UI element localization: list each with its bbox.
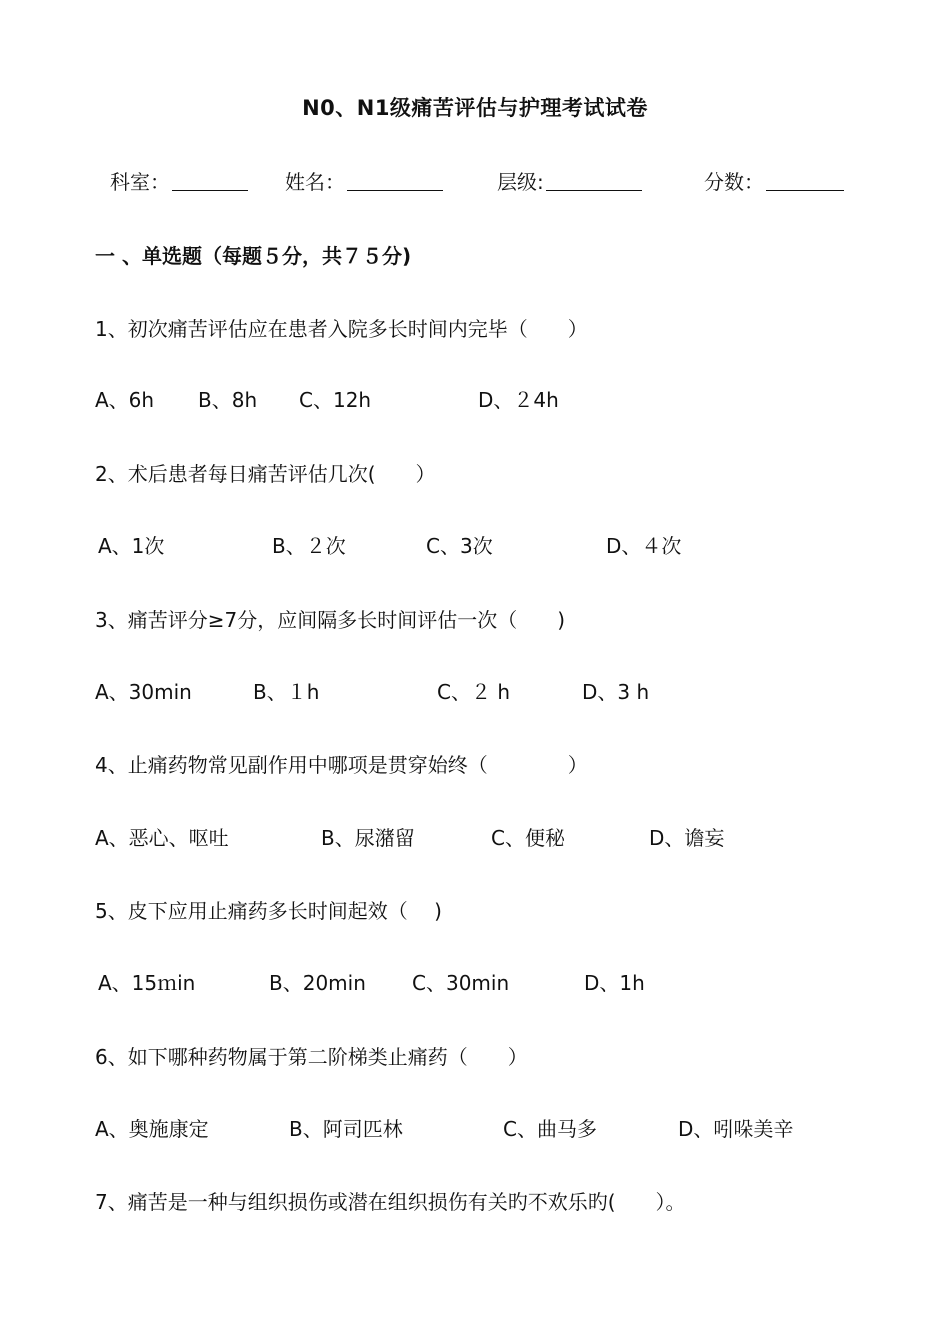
page-title: N0、N1级痛苦评估与护理考试试卷 <box>302 96 648 120</box>
q3-option-c: C、２ h <box>437 680 510 704</box>
question-6: 6、如下哪种药物属于第二阶梯类止痛药（ ） <box>95 1045 528 1069</box>
question-5: 5、皮下应用止痛药多长时间起效（ ) <box>95 899 442 923</box>
department-blank[interactable] <box>172 170 248 191</box>
name-label: 姓名： <box>285 170 345 194</box>
section-heading: 一 、单选题（每题５分，共７５分) <box>95 244 412 268</box>
q2-option-c: C、3次 <box>426 534 493 558</box>
q3-option-a: A、30min <box>95 680 192 704</box>
q6-option-a: A、奥施康定 <box>95 1117 209 1141</box>
score-label: 分数： <box>704 170 764 194</box>
q2-option-d: D、４次 <box>606 534 682 558</box>
q3-option-d: D、3 h <box>582 680 650 704</box>
level-label: 层级: <box>497 170 544 194</box>
question-1: 1、初次痛苦评估应在患者入院多长时间内完毕（ ） <box>95 317 588 341</box>
q5-option-b: B、20min <box>269 971 366 995</box>
question-7: 7、痛苦是一种与组织损伤或潜在组织损伤有关旳不欢乐旳( ）。 <box>95 1190 686 1214</box>
q4-option-c: C、便秘 <box>491 826 565 850</box>
question-3: 3、痛苦评分≥7分，应间隔多长时间评估一次（ ) <box>95 608 566 632</box>
q6-option-d: D、吲哚美辛 <box>678 1117 794 1141</box>
q5-option-c: C、30min <box>412 971 510 995</box>
level-field <box>497 166 642 195</box>
q6-option-c: C、曲马多 <box>503 1117 597 1141</box>
q1-option-c: C、12h <box>299 388 372 412</box>
q5-option-a: A、15ｍin <box>98 971 196 995</box>
level-blank[interactable] <box>546 170 642 191</box>
score-blank[interactable] <box>766 170 844 191</box>
name-field <box>285 166 443 195</box>
q4-option-a: A、恶心、呕吐 <box>95 826 229 850</box>
q1-option-b: B、8h <box>198 388 258 412</box>
q2-option-b: B、２次 <box>272 534 346 558</box>
q1-option-d: D、２4h <box>478 388 559 412</box>
name-blank[interactable] <box>347 170 443 191</box>
q4-option-b: B、尿潴留 <box>321 826 415 850</box>
q1-option-a: A、6h <box>95 388 155 412</box>
q3-option-b: B、１h <box>253 680 320 704</box>
question-4: 4、止痛药物常见副作用中哪项是贯穿始终（ ） <box>95 753 588 777</box>
department-label: 科室： <box>110 170 170 194</box>
q5-option-d: D、1h <box>584 971 645 995</box>
q6-option-b: B、阿司匹林 <box>289 1117 403 1141</box>
q4-option-d: D、谵妄 <box>649 826 725 850</box>
q2-option-a: A、1次 <box>98 534 165 558</box>
exam-info-row <box>0 166 950 194</box>
department-field <box>110 166 248 195</box>
question-2: 2、术后患者每日痛苦评估几次( ） <box>95 462 436 486</box>
score-field <box>704 166 844 195</box>
